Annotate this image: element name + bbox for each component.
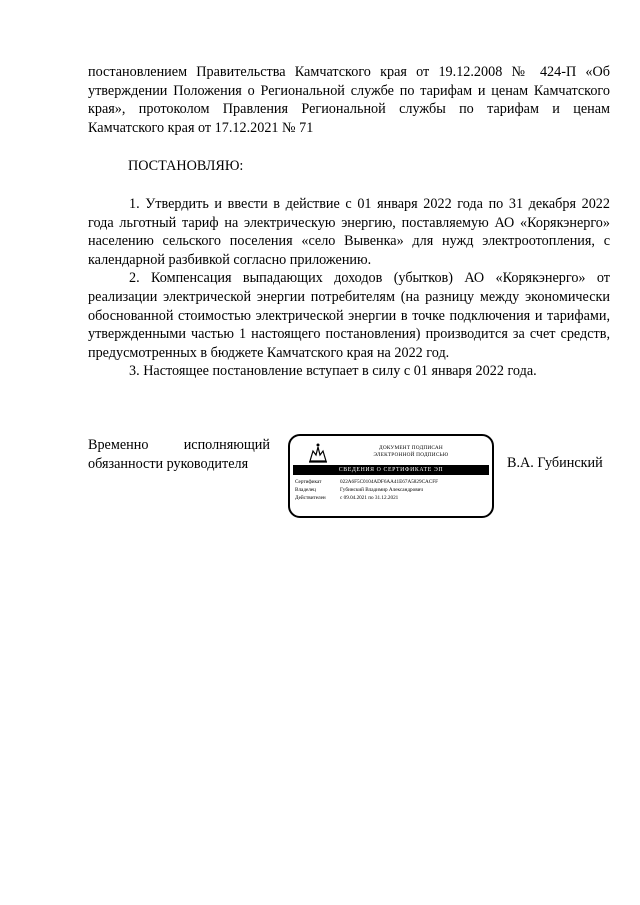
- item-3: 3. Настоящее постановление вступает в силу с 01 января 2022 года.: [129, 363, 537, 380]
- item-2: 2. Компенсация выпадающих доходов (убытков) АО «Корякэнерго» от реализации электрической энергии потребителям (на разницу между экономически обоснованной стоимостью электрической энергии в точке подключения и тарифами, утвержденными частью 1 настоящего постановления) производится за счет средств, предусмотренных в бюджете Камчатского края на 2022 год.: [88, 270, 610, 361]
- signer-position-line2: обязанности руководителя: [88, 455, 249, 472]
- electronic-signature-stamp: [288, 434, 494, 518]
- signer-name: В.А. Губинский: [507, 455, 603, 471]
- stamp-title-bar: СВЕДЕНИЯ О СЕРТИФИКАТЕ ЭП: [293, 465, 489, 475]
- stamp-row-owner: [295, 487, 423, 494]
- decree-heading: ПОСТАНОВЛЯЮ:: [128, 158, 244, 175]
- item-1: 1. Утвердить и ввести в действие с 01 января 2022 года по 31 декабря 2022 года льготный тариф на электрическую энергию, поставляемую АО «Корякэнерго» населению сельского поселения «село Вывенка» для нужд электроотопления, с календарной разбивкой согласно приложению.: [88, 195, 610, 268]
- stamp-row-valid: [295, 495, 398, 502]
- stamp-row-certificate: [295, 479, 438, 486]
- intro-paragraph: постановлением Правительства Камчатского края от 19.12.2008 № 424-П «Об утверждении Положения о Региональной службе по тарифам и ценам Камчатского края», протоколом Правления Региональной службы по тарифам и ценам Камчатского края от 17.12.2021 № 71: [88, 64, 610, 136]
- document-body: [88, 63, 610, 381]
- signer-position: [88, 436, 270, 473]
- stamp-label: Сертификат: [295, 479, 322, 485]
- stamp-label: Действителен: [295, 495, 326, 501]
- stamp-header-line2: ЭЛЕКТРОННОЙ ПОДПИСЬЮ: [373, 452, 449, 458]
- stamp-label: Владелец: [295, 487, 316, 493]
- stamp-header: [336, 445, 486, 459]
- signer-position-line1: Временно исполняющий: [88, 437, 270, 453]
- stamp-value: 022A6F5C0104ADF6AA41E67A5829CACFF: [340, 479, 439, 485]
- coat-of-arms-icon: [306, 441, 330, 465]
- stamp-value: Губинский Владимир Александрович: [340, 487, 424, 493]
- stamp-value: с 09.04.2021 по 31.12.2021: [340, 495, 399, 501]
- stamp-header-line1: ДОКУМЕНТ ПОДПИСАН: [379, 445, 443, 451]
